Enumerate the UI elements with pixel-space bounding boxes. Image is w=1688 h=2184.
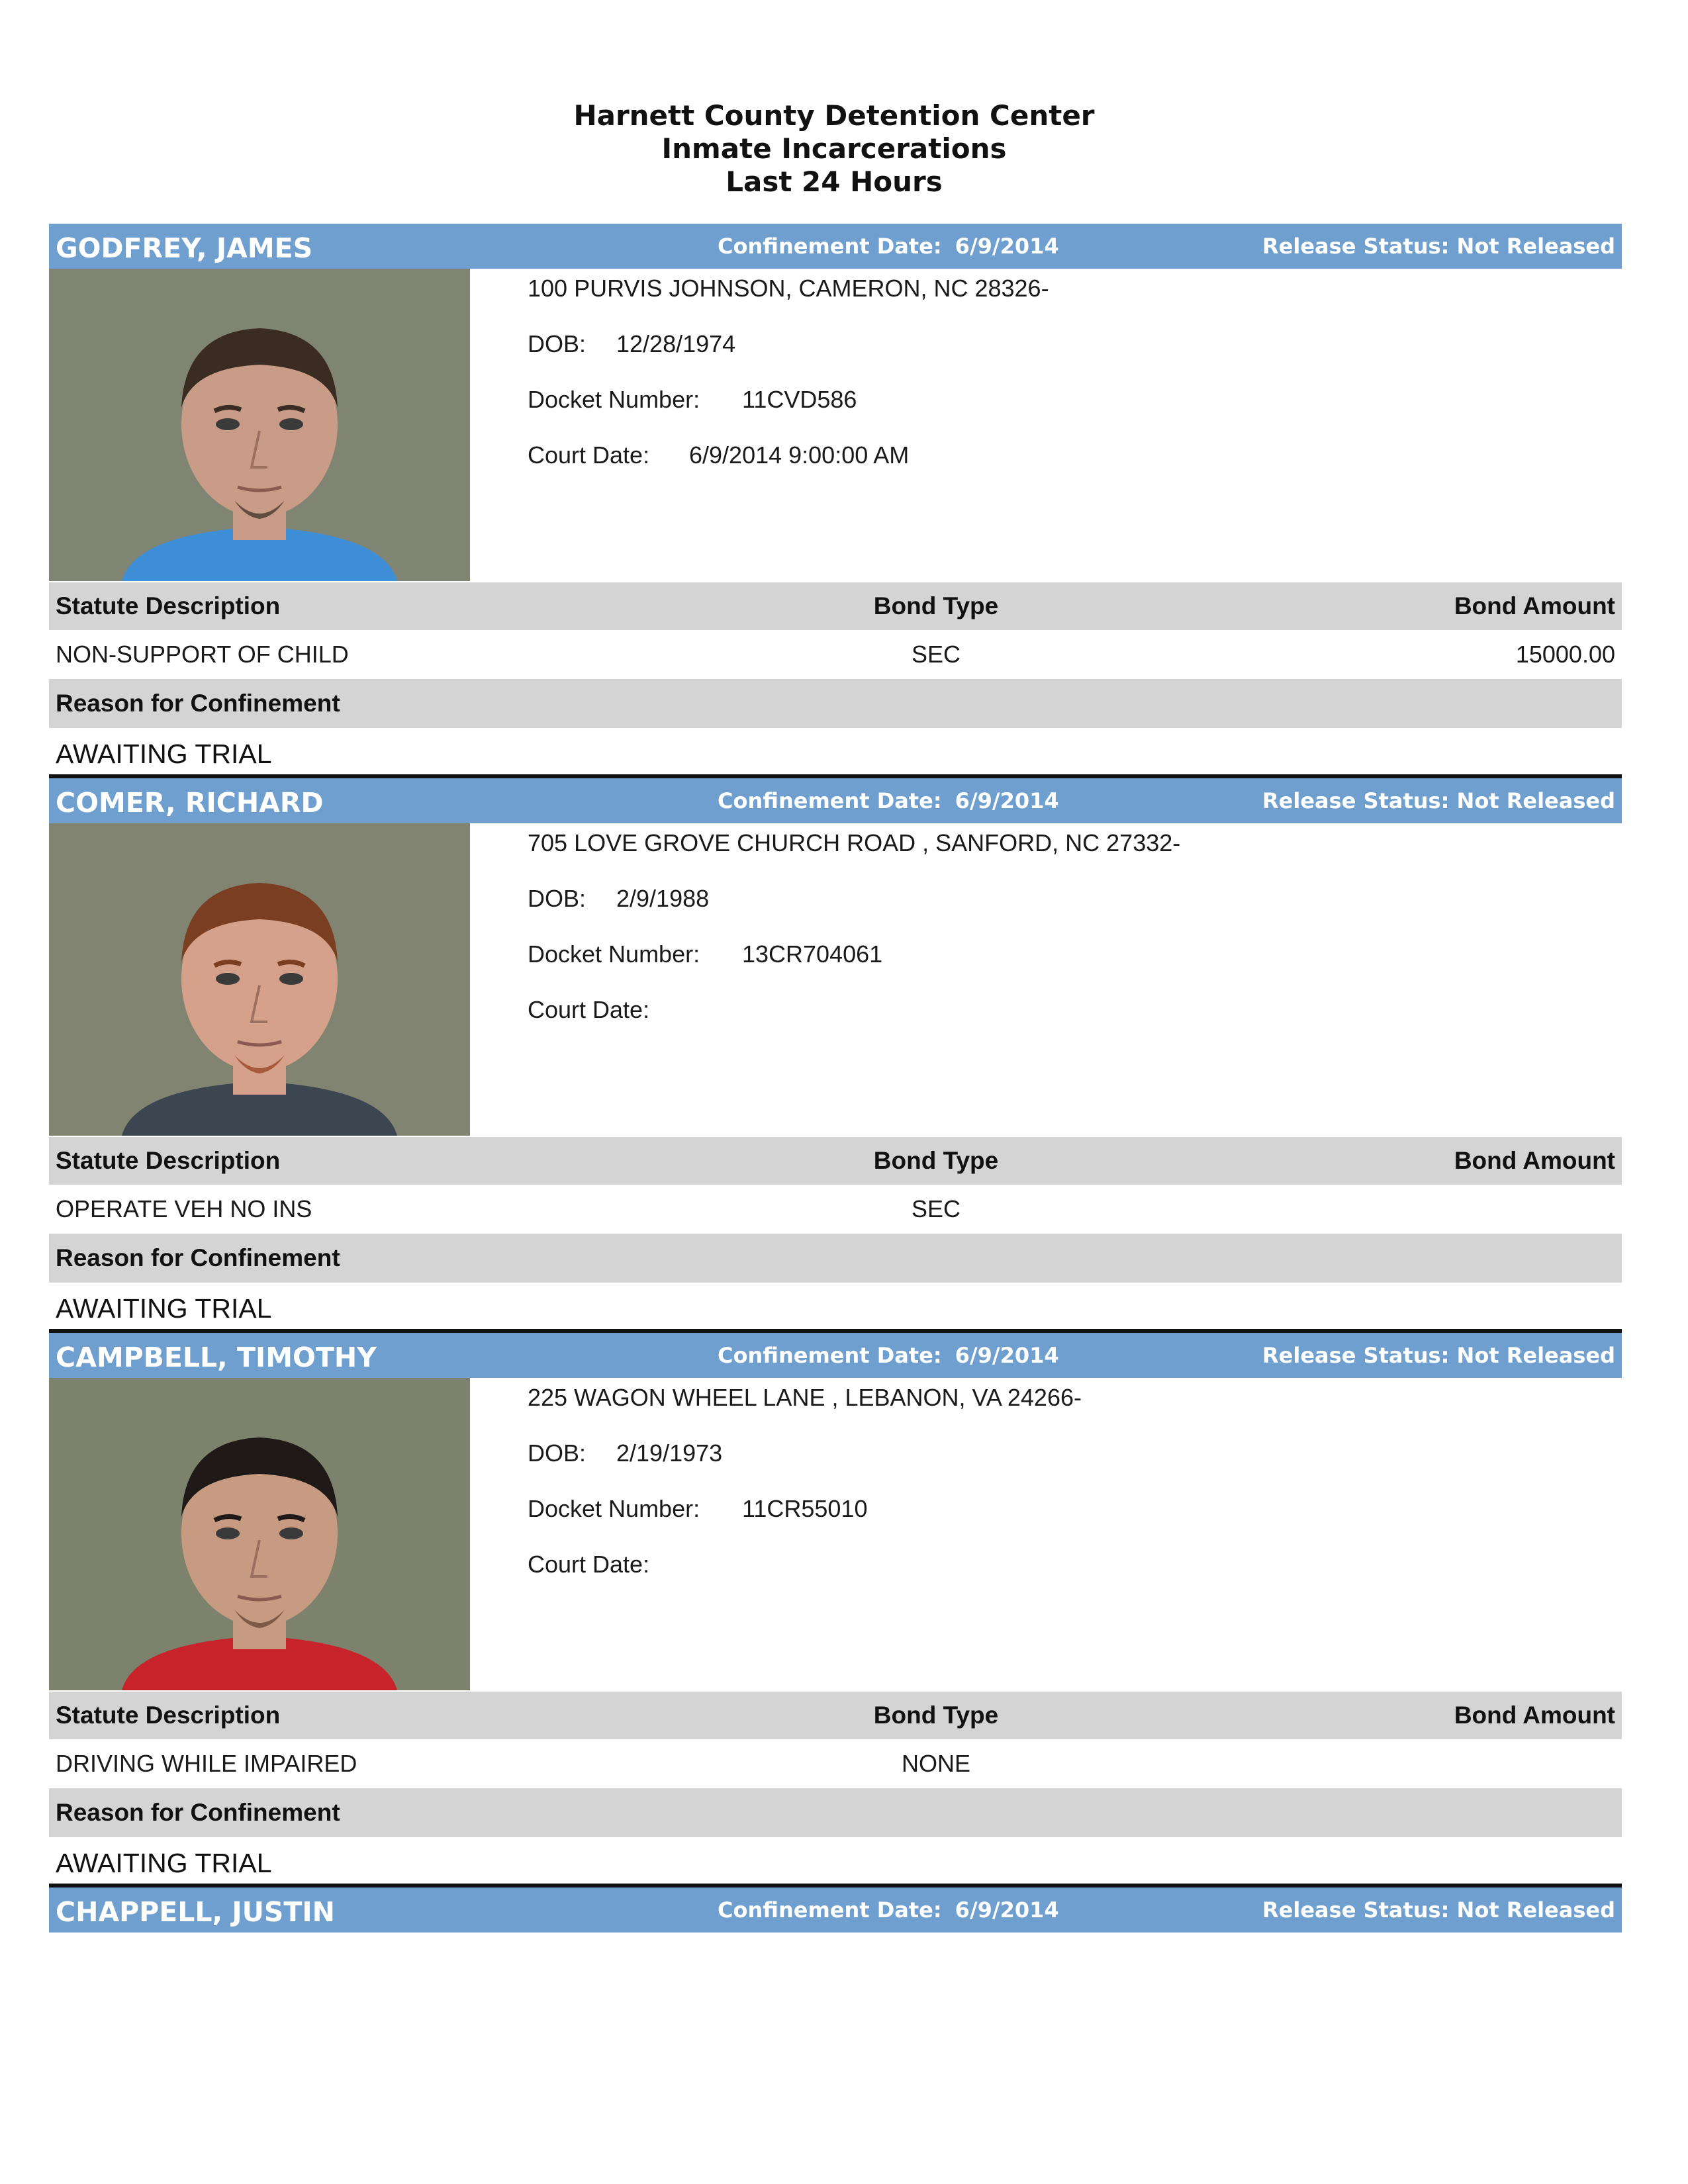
inmate-header-bar xyxy=(49,1333,1622,1378)
release-status: Release Status: Not Released xyxy=(1262,234,1615,259)
inmate-docket: Docket Number: 11CVD586 xyxy=(528,386,857,413)
inmate-docket: Docket Number: 11CR55010 xyxy=(528,1495,868,1522)
inmate-photo xyxy=(49,269,470,581)
bond-type: SEC xyxy=(911,1195,961,1222)
inmate-name: GODFREY, JAMES xyxy=(56,232,313,264)
inmate-court-date: Court Date: xyxy=(528,996,650,1023)
inmate-address: 225 WAGON WHEEL LANE , LEBANON, VA 24266- xyxy=(528,1384,1082,1411)
confinement-date: Confinement Date: 6/9/2014 xyxy=(718,788,1059,813)
reason-value: AWAITING TRIAL xyxy=(49,1283,1622,1333)
reason-value: AWAITING TRIAL xyxy=(49,1837,1622,1888)
statute-description: OPERATE VEH NO INS xyxy=(56,1195,312,1222)
charge-header-row: Statute Description Bond Type Bond Amount xyxy=(49,1137,1622,1185)
charge-header-row: Statute Description Bond Type Bond Amount xyxy=(49,1692,1622,1739)
report-title-line2: Inmate Incarcerations xyxy=(661,132,1007,165)
mugshot-drawing xyxy=(49,823,470,1136)
bond-type: NONE xyxy=(901,1750,970,1777)
inmate-court-date: Court Date: xyxy=(528,1551,650,1578)
inmate-address: 705 LOVE GROVE CHURCH ROAD , SANFORD, NC 27332- xyxy=(528,829,1181,856)
statute-description: DRIVING WHILE IMPAIRED xyxy=(56,1750,357,1777)
reason-value: AWAITING TRIAL xyxy=(49,728,1622,778)
release-status: Release Status: Not Released xyxy=(1262,1897,1615,1923)
charge-row xyxy=(49,1739,1622,1788)
charge-row xyxy=(49,1185,1622,1234)
release-status: Release Status: Not Released xyxy=(1262,1343,1615,1368)
report-title xyxy=(0,99,1668,199)
inmate-photo xyxy=(49,1378,470,1690)
inmate-name: CAMPBELL, TIMOTHY xyxy=(56,1342,377,1373)
inmate-dob: DOB: 2/19/1973 xyxy=(528,1439,723,1467)
inmate-photo xyxy=(49,823,470,1136)
inmate-record xyxy=(49,1888,1622,1933)
inmate-address: 100 PURVIS JOHNSON, CAMERON, NC 28326- xyxy=(528,275,1049,302)
charge-header-row: Statute Description Bond Type Bond Amount xyxy=(49,582,1622,630)
report-title-line1: Harnett County Detention Center xyxy=(573,99,1095,132)
confinement-date: Confinement Date: 6/9/2014 xyxy=(718,1343,1059,1368)
charge-row xyxy=(49,630,1622,679)
release-status: Release Status: Not Released xyxy=(1262,788,1615,813)
mugshot-drawing xyxy=(49,1378,470,1690)
reason-header: Reason for Confinement xyxy=(49,1788,1622,1837)
reason-header: Reason for Confinement xyxy=(49,679,1622,728)
inmate-header-bar xyxy=(49,778,1622,823)
inmate-record xyxy=(49,778,1622,1334)
inmate-header-bar xyxy=(49,224,1622,269)
inmate-dob: DOB: 2/9/1988 xyxy=(528,885,710,912)
inmate-header-bar xyxy=(49,1888,1622,1933)
report-title-line3: Last 24 Hours xyxy=(726,165,943,198)
confinement-date: Confinement Date: 6/9/2014 xyxy=(718,1897,1059,1923)
inmate-record xyxy=(49,1333,1622,1889)
inmate-record xyxy=(49,224,1622,780)
inmate-court-date: Court Date: 6/9/2014 9:00:00 AM xyxy=(528,441,910,469)
reason-header: Reason for Confinement xyxy=(49,1234,1622,1283)
inmate-docket: Docket Number: 13CR704061 xyxy=(528,940,883,968)
confinement-date: Confinement Date: 6/9/2014 xyxy=(718,234,1059,259)
inmate-dob: DOB: 12/28/1974 xyxy=(528,330,736,357)
inmate-name: CHAPPELL, JUSTIN xyxy=(56,1896,335,1928)
statute-description: NON-SUPPORT OF CHILD xyxy=(56,641,349,668)
bond-type: SEC xyxy=(911,641,961,668)
inmate-name: COMER, RICHARD xyxy=(56,787,324,819)
mugshot-drawing xyxy=(49,269,470,581)
bond-amount: 15000.00 xyxy=(1515,641,1615,668)
